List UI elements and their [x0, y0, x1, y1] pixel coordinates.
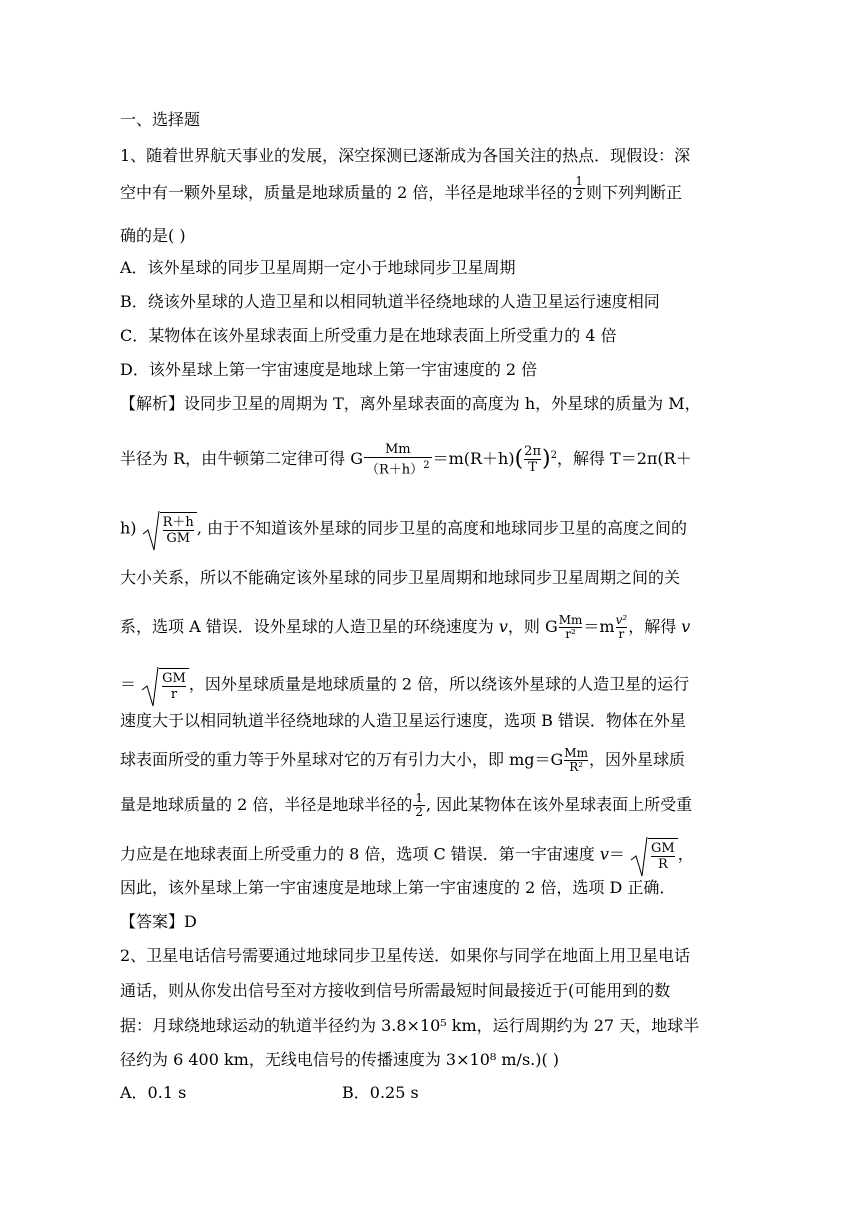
sqrt-rh-over-gm: $\frac{R+h}{GM}$ — [142, 512, 197, 546]
sqrt-gm-over-r: $\frac{GM}{r}$ — [141, 668, 189, 702]
q1-stem-line-1: 1、随着世界航天事业的发展，深空探测已逐渐成为各国关注的热点．现假设：深 — [120, 146, 691, 165]
q1-option-a: A．该外星球的同步卫星周期一定小于地球同步卫星周期 — [120, 258, 516, 277]
fraction-v2-over-r: $\frac{\text{v²}}{r}$ — [615, 613, 628, 641]
sqrt-gm-over-R: $\frac{GM}{R}$ — [630, 838, 678, 872]
q2-option-a: A．0.1 s — [120, 1083, 187, 1102]
q2-stem-line-4: 径约为 6 400 km，无线电信号的传播速度为 3×10⁸ m/s.)( ) — [120, 1050, 560, 1069]
q2-option-b: B．0.25 s — [342, 1083, 419, 1102]
fraction-2pi-over-t: $\frac{2\pi}{T}$ — [524, 444, 541, 476]
analysis-line-4: 大小关系，所以不能确定该外星球的同步卫星周期和地球同步卫星周期之间的关 — [120, 568, 681, 587]
analysis-line-3: h) $\frac{R+h}{GM}$ , 由于不知道该外星球的同步卫星的高度和地球同步卫星的高度之间的 — [120, 512, 687, 546]
fraction-mm-over-rh: $\frac{Mm}{(R+h)^2}$ — [366, 442, 430, 478]
analysis-line-11: 因此，该外星球上第一宇宙速度是地球上第一宇宙速度的 2 倍，选项 D 正确． — [120, 878, 676, 897]
analysis-line-1: 【解析】设同步卫星的周期为 T，离外星球表面的高度为 h，外星球的质量为 M， — [120, 394, 701, 413]
q1-option-d: D．该外星球上第一宇宙速度是地球上第一宇宙速度的 2 倍 — [120, 360, 538, 379]
analysis-line-6: ＝ $\frac{GM}{r}$ ，因外星球质量是地球质量的 2 倍，所以绕该外星球的人造卫星的运行 — [120, 668, 689, 702]
q1-option-c: C．某物体在该外星球表面上所受重力是在地球表面上所受重力的 4 倍 — [120, 326, 617, 345]
analysis-line-7: 速度大于以相同轨道半径绕地球的人造卫星运行速度，选项 B 错误．物体在外星 — [120, 711, 686, 730]
analysis-line-5: 系，选项 A 错误．设外星球的人造卫星的环绕速度为 v，则 G $\frac{Mm}{\text{r²}}$ ＝m $\frac{\text{v²}}{r}$ ，解得 v — [120, 613, 691, 641]
analysis-line-2: 半径为 R，由牛顿第二定律可得 G $\frac{Mm}{(R+h)^2}$ ＝m(R＋h)( $\frac{2\pi}{T}$ )$^2$，解得 T＝2π(R＋ — [120, 442, 692, 478]
q2-stem-line-3: 据：月球绕地球运动的轨道半径约为 3.8×10⁵ km，运行周期约为 27 天，地球半 — [120, 1016, 700, 1035]
q1-stem-line-3: 确的是( ) — [120, 226, 186, 245]
fraction-half-2: $\frac{1}{2}$ — [415, 791, 423, 819]
analysis-line-8: 球表面所受的重力等于外星球对它的万有引力大小，即 mg＝G $\frac{Mm}{\text{R²}}$ ，因外星球质 — [120, 746, 685, 774]
section-title: 一、选择题 — [120, 110, 201, 129]
fraction-mm-over-r2: $\frac{Mm}{\text{r²}}$ — [558, 613, 583, 641]
q1-stem-line-2: 空中有一颗外星球，质量是地球质量的 2 倍，半径是地球半径的 $\frac{1}{2}$ 则下列判断正 — [120, 174, 683, 202]
answer-line: 【答案】D — [120, 912, 197, 931]
fraction-mm-over-R2: $\frac{Mm}{\text{R²}}$ — [564, 746, 588, 774]
analysis-line-9: 量是地球质量的 2 倍，半径是地球半径的 $\frac{1}{2}$ , 因此某物体在该外星球表面上所受重 — [120, 791, 693, 819]
q1-option-b: B．绕该外星球的人造卫星和以相同轨道半径绕地球的人造卫星运行速度相同 — [120, 292, 660, 311]
analysis-line-10: 力应是在地球表面上所受重力的 8 倍，选项 C 错误．第一宇宙速度 v＝ $\frac{GM}{R}$ ， — [120, 838, 694, 872]
q2-stem-line-2: 通话，则从你发出信号至对方接收到信号所需最短时间最接近于(可能用到的数 — [120, 981, 671, 1000]
q2-stem-line-1: 2、卫星电话信号需要通过地球同步卫星传送．如果你与同学在地面上用卫星电话 — [120, 946, 691, 965]
fraction-half: $\frac{1}{2}$ — [575, 174, 583, 202]
